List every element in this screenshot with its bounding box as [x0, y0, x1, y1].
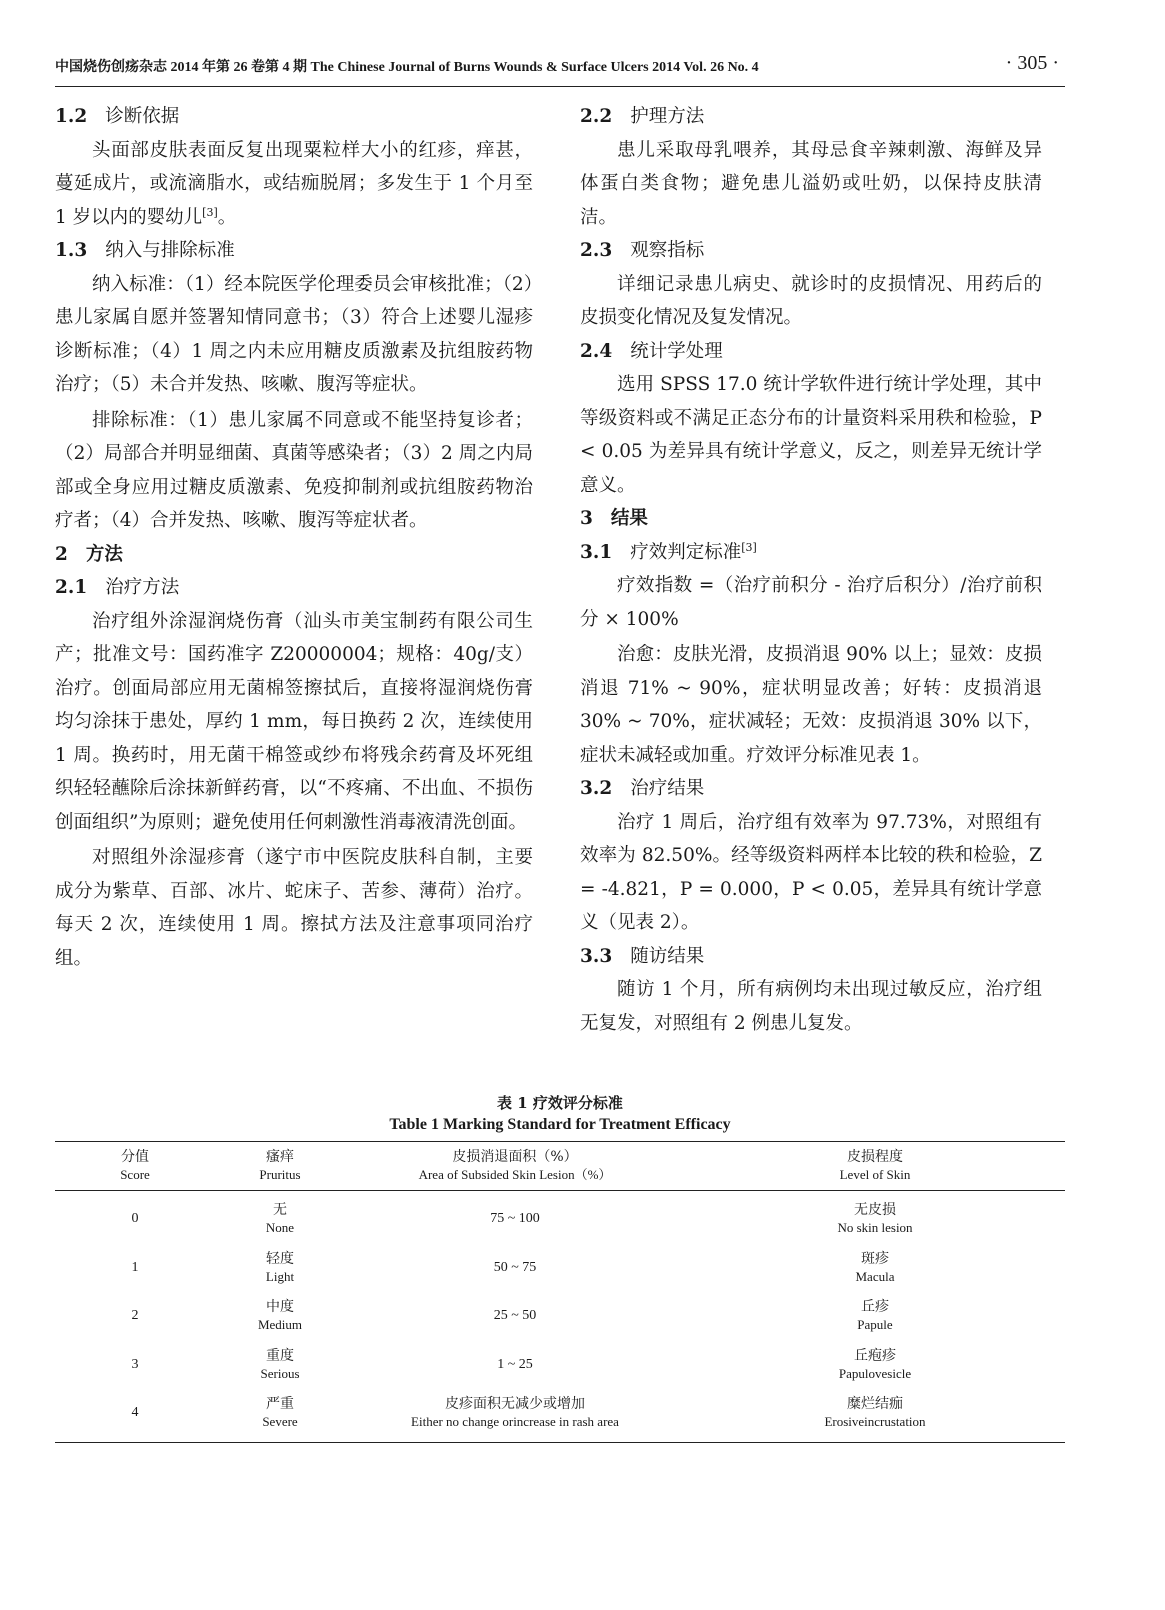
cell-pruritus [215, 1395, 345, 1431]
table-caption-en: Table 1 Marking Standard for Treatment Efficacy [389, 1116, 731, 1133]
cell-cn: 丘疱疹 [854, 1347, 896, 1364]
table-row [55, 1341, 1065, 1390]
header-area [345, 1148, 685, 1184]
paragraph [55, 134, 533, 235]
citation: [3] [741, 540, 757, 554]
section-heading [55, 538, 533, 572]
section-title: 护理方法 [630, 106, 705, 127]
paragraph-text: 头面部皮肤表面反复出现粟粒样大小的红疹，痒甚，蔓延成片，或流滴脂水，或结痂脱屑；多发生于 1 个月至 1 岁以内的婴幼儿 [55, 139, 533, 228]
section-heading [580, 940, 1042, 974]
section-number: 3.3 [580, 945, 613, 967]
cell-en: Either no change orincrease in rash area [411, 1414, 619, 1430]
cell-cn: 严重 [266, 1396, 294, 1413]
section-number: 2.2 [580, 106, 613, 127]
section-number: 1.2 [55, 106, 88, 127]
cell-cn: 重度 [266, 1347, 294, 1364]
section-title: 治疗结果 [630, 778, 705, 799]
paragraph: 随访 1 个月，所有病例均未出现过敏反应，治疗组无复发，对照组有 2 例患儿复发。 [580, 979, 1042, 1034]
cell-score: 3 [131, 1356, 139, 1372]
right-column [580, 100, 1042, 1040]
paragraph: 排除标准：（1）患儿家属不同意或不能坚持复诊者；（2）局部合并明显细菌、真菌等感染者；（3）2 周之内局部或全身应用过糖皮质激素、免疫抑制剂或抗组胺药物治疗者；（4）合并发热、咳嗽、腹泻等症状者。 [55, 409, 533, 531]
header-en: Level of Skin [839, 1167, 911, 1182]
cell-en: No skin lesion [837, 1220, 913, 1236]
cell-cn: 轻度 [266, 1250, 294, 1267]
cell-area: 75 ~ 100 [490, 1211, 540, 1227]
section-title: 随访结果 [630, 945, 705, 967]
paragraph: 治疗 1 周后，治疗组有效率为 97.73%，对照组有效率为 82.50%。经等级资料两样本比较的秩和检验，Z = -4.821，P = 0.000，P < 0.05，差异具有统计学意义（见表 2）。 [580, 811, 1042, 933]
section-number: 2 [55, 543, 68, 565]
section-heading [580, 100, 1042, 134]
table-caption-cn: 表 1 疗效评分标准 [497, 1094, 623, 1112]
cell-en: Macula [855, 1268, 895, 1284]
section-heading [580, 502, 1042, 536]
cell-level [685, 1395, 1065, 1431]
paragraph: 患儿采取母乳喂养，其母忌食辛辣刺激、海鲜及异体蛋白类食物；避免患儿溢奶或吐奶，以保持皮肤清洁。 [580, 139, 1042, 228]
table-row [55, 1244, 1065, 1293]
cell-score: 2 [131, 1308, 139, 1324]
cell-area: 25 ~ 50 [493, 1308, 537, 1324]
header-level [685, 1148, 1065, 1184]
cell-cn: 糜烂结痂 [847, 1396, 903, 1413]
table-body [55, 1191, 1065, 1442]
paragraph: 详细记录患儿病史、就诊时的皮损情况、用药后的皮损变化情况及复发情况。 [580, 273, 1042, 328]
cell-pruritus [215, 1347, 345, 1383]
section-title: 统计学处理 [630, 340, 723, 362]
paragraph: 疗效指数 =（治疗前积分 - 治疗后积分）/治疗前积分 × 100% [580, 575, 1042, 630]
section-heading [580, 234, 1042, 268]
cell-cn: 丘疹 [861, 1299, 889, 1316]
cell-cn: 中度 [266, 1299, 294, 1316]
section-number: 3 [580, 508, 593, 529]
cell-en: Light [265, 1268, 295, 1284]
header-en: Score [120, 1167, 150, 1182]
header-cn: 皮损程度 [847, 1149, 903, 1165]
cell-pruritus [215, 1201, 345, 1237]
paragraph-end: 。 [217, 206, 237, 228]
cell-cn: 无 [273, 1202, 287, 1219]
cell-pruritus [215, 1298, 345, 1334]
cell-level [685, 1347, 1065, 1383]
paragraph: 对照组外涂湿疹膏（遂宁市中医院皮肤科自制，主要成分为紫草、百部、冰片、蛇床子、苦参、薄荷）治疗。每天 2 次，连续使用 1 周。擦拭方法及注意事项同治疗组。 [55, 847, 533, 969]
cell-pruritus [215, 1250, 345, 1286]
section-number: 2.1 [55, 577, 88, 598]
section-title: 诊断依据 [105, 106, 180, 127]
section-title: 疗效判定标准 [630, 541, 742, 563]
cell-en: Papulovesicle [838, 1365, 912, 1381]
section-title: 结果 [610, 508, 648, 529]
section-heading [580, 772, 1042, 806]
header-score [55, 1148, 215, 1184]
section-number: 1.3 [55, 240, 88, 261]
header-en: Pruritus [259, 1167, 301, 1182]
section-heading [55, 571, 533, 605]
cell-score: 1 [131, 1259, 139, 1275]
table-header-row [55, 1142, 1065, 1191]
left-column [55, 100, 533, 975]
paragraph: 治愈：皮肤光滑，皮损消退 90% 以上；显效：皮损消退 71% ~ 90%，症状明显改善；好转：皮损消退 30% ~ 70%，症状减轻；无效：皮损消退 30% 以下，症状未减轻或加重。疗效评分标准见表 1。 [580, 644, 1042, 766]
cell-cn: 斑疹 [861, 1250, 889, 1267]
running-header [55, 46, 1065, 87]
section-title: 观察指标 [630, 240, 705, 261]
cell-en: Serious [260, 1365, 300, 1381]
cell-area: 1 ~ 25 [497, 1356, 533, 1372]
section-heading [580, 335, 1042, 369]
header-pruritus [215, 1148, 345, 1184]
paragraph: 治疗组外涂湿润烧伤膏（汕头市美宝制药有限公司生产；批准文号：国药准字 Z20000004；规格：40g/支）治疗。创面局部应用无菌棉签擦拭后，直接将湿润烧伤膏均匀涂抹于患处，厚约 1 mm，每日换药 2 次，连续使用 1 周。换药时，用无菌干棉签或纱布将残余药膏及坏死组织轻轻蘸除后涂抹新鲜药膏，以“不疼痛、不出血、不损伤创面组织”为原则；避免使用任何刺激性消毒液清洗创面。 [55, 610, 533, 833]
page-number: · 305 · [1005, 52, 1059, 74]
cell-level [685, 1201, 1065, 1237]
header-en: Area of Subsided Skin Lesion（%） [418, 1167, 612, 1182]
journal-title: 中国烧伤创疡杂志 2014 年第 26 卷第 4 期 The Chinese Journal of Burns Wounds & Surface Ulcers 2014 Vol. 26 No. 4 [55, 60, 759, 75]
section-title: 治疗方法 [105, 577, 180, 598]
efficacy-scoring-table [55, 1141, 1065, 1443]
section-heading [55, 234, 533, 268]
cell-area [345, 1395, 685, 1431]
table-row [55, 1292, 1065, 1341]
header-cn: 皮损消退面积（%） [452, 1149, 578, 1165]
header-cn: 瘙痒 [266, 1149, 294, 1165]
section-heading [580, 536, 1042, 570]
paragraph: 选用 SPSS 17.0 统计学软件进行统计学处理，其中等级资料或不满足正态分布的计量资料采用秩和检验，P < 0.05 为差异具有统计学意义，反之，则差异无统计学意义。 [580, 374, 1042, 496]
cell-score: 0 [131, 1211, 139, 1227]
section-number: 3.2 [580, 778, 613, 799]
cell-score: 4 [131, 1405, 139, 1421]
cell-en: Severe [262, 1414, 298, 1430]
paragraph: 纳入标准：（1）经本院医学伦理委员会审核批准；（2）患儿家属自愿并签署知情同意书；（3）符合上述婴儿湿疹诊断标准；（4）1 周之内未应用糖皮质激素及抗组胺药物治疗；（5）未合并发热、咳嗽、腹泻等症状。 [55, 273, 533, 395]
cell-cn: 无皮损 [854, 1202, 896, 1219]
section-number: 2.3 [580, 240, 613, 261]
header-cn: 分值 [121, 1149, 149, 1165]
cell-en: Erosiveincrustation [824, 1414, 926, 1430]
table-row [55, 1389, 1065, 1438]
section-number: 2.4 [580, 340, 613, 362]
cell-level [685, 1298, 1065, 1334]
cell-cn: 皮疹面积无减少或增加 [445, 1396, 585, 1413]
table-row [55, 1195, 1065, 1244]
cell-en: Medium [257, 1317, 303, 1333]
section-heading [55, 100, 533, 134]
cell-en: None [265, 1220, 295, 1236]
section-title: 方法 [85, 543, 123, 565]
cell-level [685, 1250, 1065, 1286]
citation: [3] [202, 205, 218, 219]
cell-area: 50 ~ 75 [493, 1259, 537, 1275]
section-number: 3.1 [580, 541, 613, 563]
cell-en: Papule [857, 1317, 893, 1333]
section-title: 纳入与排除标准 [105, 240, 235, 261]
